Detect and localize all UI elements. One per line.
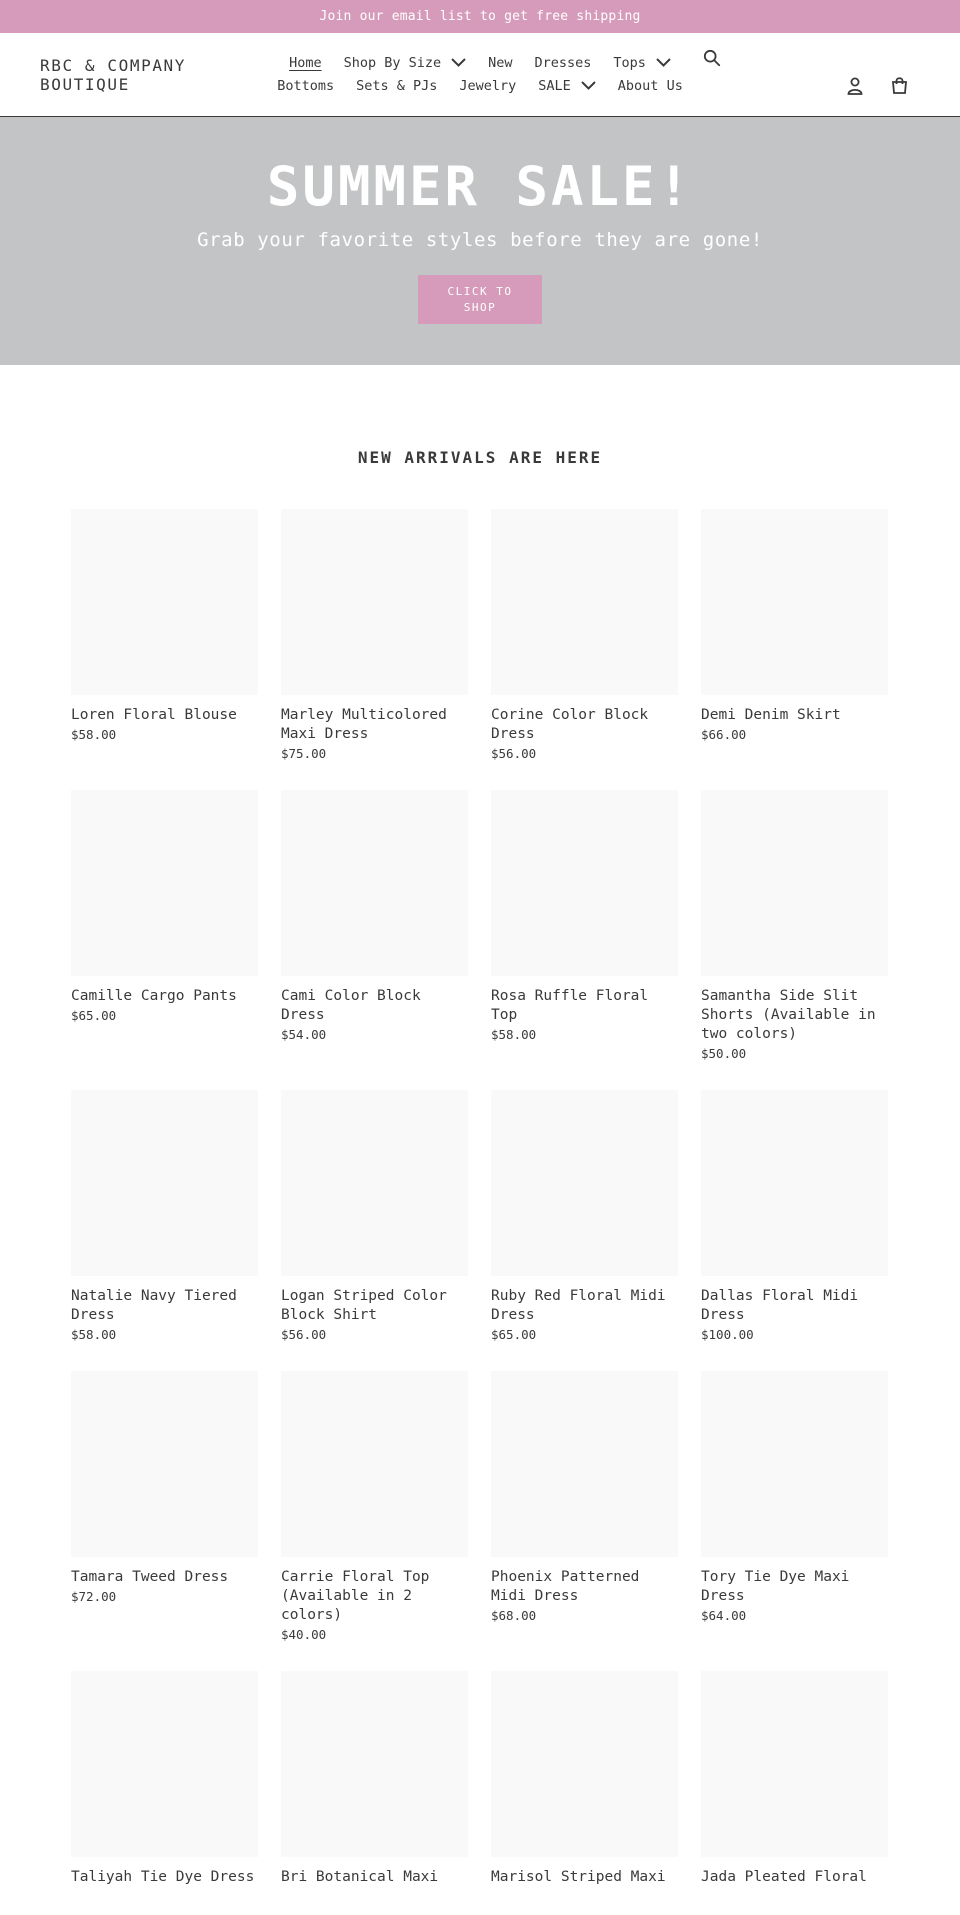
nav-item-sets-and-pjs[interactable] — [356, 78, 437, 94]
nav-item-about-us[interactable] — [618, 78, 683, 94]
product-price: $56.00 — [281, 1327, 327, 1342]
product-price: $75.00 — [281, 746, 327, 761]
product-card[interactable] — [701, 509, 888, 763]
nav-item-label: SALE — [538, 77, 571, 94]
hero-title: SUMMER SALE! — [266, 155, 694, 218]
nav-item-new[interactable] — [488, 55, 512, 71]
hero-banner — [0, 117, 960, 365]
product-image[interactable] — [491, 509, 678, 695]
product-card[interactable] — [491, 1371, 678, 1644]
announcement-bar[interactable] — [0, 0, 960, 33]
product-price: $72.00 — [71, 1589, 117, 1604]
product-name[interactable]: Taliyah Tie Dye Dress — [71, 1869, 255, 1885]
nav-item-jewelry[interactable] — [459, 78, 516, 94]
nav-item-tops[interactable] — [613, 55, 671, 71]
product-price: $58.00 — [71, 727, 117, 742]
product-card[interactable] — [491, 790, 678, 1063]
product-name[interactable]: Marisol Striped Maxi — [491, 1869, 666, 1885]
product-price: $65.00 — [71, 1008, 117, 1023]
product-card[interactable] — [71, 1671, 258, 1888]
product-name[interactable]: Bri Botanical Maxi — [281, 1869, 439, 1885]
product-card[interactable] — [491, 1090, 678, 1344]
account-icon[interactable] — [843, 74, 867, 98]
product-name[interactable]: Marley Multicolored Maxi Dress — [281, 707, 447, 742]
product-name[interactable]: Demi Denim Skirt — [701, 707, 841, 723]
product-card[interactable] — [701, 1090, 888, 1344]
product-image[interactable] — [281, 509, 468, 695]
nav-item-label: Bottoms — [277, 77, 335, 94]
product-price: $65.00 — [491, 1327, 537, 1342]
product-image[interactable] — [71, 1371, 258, 1557]
product-image[interactable] — [491, 1371, 678, 1557]
site-header — [0, 33, 960, 117]
product-price: $64.00 — [701, 1608, 747, 1623]
product-name[interactable]: Corine Color Block Dress — [491, 707, 649, 742]
product-price: $68.00 — [491, 1608, 537, 1623]
nav-item-label: Tops — [613, 54, 646, 71]
product-card[interactable] — [281, 790, 468, 1063]
product-name[interactable]: Carrie Floral Top (Available in 2 colors) — [281, 1569, 430, 1623]
section-title: NEW ARRIVALS ARE HERE — [357, 448, 603, 467]
nav-row-1 — [280, 51, 680, 74]
product-price: $100.00 — [701, 1327, 754, 1342]
product-card[interactable] — [281, 509, 468, 763]
search-icon[interactable] — [700, 46, 724, 70]
nav-row-2 — [277, 74, 683, 97]
product-name[interactable]: Ruby Red Floral Midi Dress — [491, 1288, 666, 1323]
chevron-down-icon[interactable] — [576, 81, 596, 90]
product-image[interactable] — [491, 1090, 678, 1276]
nav-item-label: Shop By Size — [343, 54, 442, 71]
product-image[interactable] — [281, 1371, 468, 1557]
product-image[interactable] — [71, 1090, 258, 1276]
nav-item-label: New — [488, 54, 513, 71]
nav-item-home[interactable] — [289, 55, 322, 71]
product-name[interactable]: Loren Floral Blouse — [71, 707, 237, 723]
product-name[interactable]: Rosa Ruffle Floral Top — [491, 988, 649, 1023]
product-name[interactable]: Cami Color Block Dress — [281, 988, 421, 1023]
nav-item-label: Dresses — [534, 54, 592, 71]
product-price: $58.00 — [71, 1327, 117, 1342]
product-image[interactable] — [281, 790, 468, 976]
store-logo[interactable]: RBC & COMPANY BOUTIQUE — [40, 56, 187, 94]
product-price: $56.00 — [491, 746, 537, 761]
product-name[interactable]: Logan Striped Color Block Shirt — [281, 1288, 447, 1323]
product-name[interactable]: Phoenix Patterned Midi Dress — [491, 1569, 640, 1604]
product-card[interactable] — [701, 790, 888, 1063]
main-nav — [277, 51, 683, 97]
product-image[interactable] — [71, 790, 258, 976]
nav-item-bottoms[interactable] — [277, 78, 334, 94]
product-image[interactable] — [491, 790, 678, 976]
product-image[interactable] — [491, 1671, 678, 1857]
product-price: $54.00 — [281, 1027, 327, 1042]
nav-item-label: About Us — [617, 77, 683, 94]
product-image[interactable] — [701, 1671, 888, 1857]
product-name[interactable]: Natalie Navy Tiered Dress — [71, 1288, 237, 1323]
product-card[interactable] — [71, 790, 258, 1063]
product-card[interactable] — [71, 1371, 258, 1644]
product-image[interactable] — [281, 1671, 468, 1857]
announcement-text[interactable]: Join our email list to get free shipping — [319, 9, 641, 24]
nav-item-shop-by-size[interactable] — [344, 55, 467, 71]
product-image[interactable] — [281, 1090, 468, 1276]
hero-subtitle: Grab your favorite styles before they are gone! — [197, 229, 763, 251]
product-name[interactable]: Dallas Floral Midi Dress — [701, 1288, 859, 1323]
cart-icon[interactable] — [887, 73, 911, 97]
product-card[interactable] — [281, 1671, 468, 1888]
product-price: $40.00 — [281, 1627, 327, 1642]
product-price: $58.00 — [491, 1027, 537, 1042]
product-name[interactable]: Tory Tie Dye Maxi Dress — [701, 1569, 850, 1604]
product-name[interactable]: Jada Pleated Floral — [701, 1869, 867, 1885]
shop-button[interactable]: CLICK TO SHOP — [418, 275, 542, 324]
chevron-down-icon[interactable] — [446, 58, 466, 67]
product-image[interactable] — [701, 509, 888, 695]
product-card[interactable] — [71, 509, 258, 763]
product-grid — [71, 509, 889, 1915]
nav-item-sale[interactable] — [538, 78, 596, 94]
product-image[interactable] — [71, 1671, 258, 1857]
product-price: $50.00 — [701, 1046, 747, 1061]
product-card[interactable] — [281, 1090, 468, 1344]
nav-item-label: Jewelry — [459, 77, 517, 94]
product-name[interactable]: Tamara Tweed Dress — [71, 1569, 229, 1585]
product-name[interactable]: Samantha Side Slit Shorts (Available in two colors) — [701, 988, 876, 1042]
product-card[interactable] — [701, 1371, 888, 1644]
product-name[interactable]: Camille Cargo Pants — [71, 988, 237, 1004]
product-card[interactable] — [71, 1090, 258, 1344]
chevron-down-icon[interactable] — [651, 58, 671, 67]
product-card[interactable] — [491, 1671, 678, 1888]
product-image[interactable] — [701, 790, 888, 976]
nav-item-dresses[interactable] — [535, 55, 592, 71]
product-card[interactable] — [701, 1671, 888, 1888]
nav-item-label: Home — [289, 54, 322, 71]
product-image[interactable] — [71, 509, 258, 695]
product-card[interactable] — [281, 1371, 468, 1644]
product-card[interactable] — [491, 509, 678, 763]
product-price: $66.00 — [701, 727, 747, 742]
nav-item-label: Sets & PJs — [356, 77, 438, 94]
product-image[interactable] — [701, 1090, 888, 1276]
product-image[interactable] — [701, 1371, 888, 1557]
